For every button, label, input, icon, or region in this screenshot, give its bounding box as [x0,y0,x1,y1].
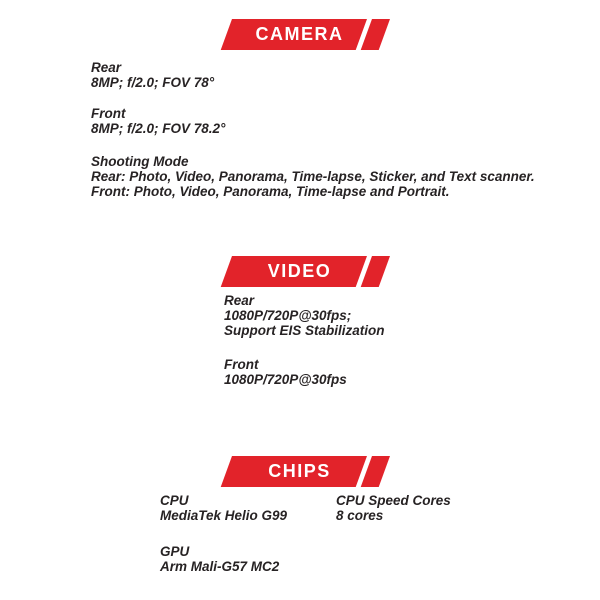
spec-value: 1080P/720P@30fps; [224,308,352,323]
spec-value: Rear: Photo, Video, Panorama, Time-lapse, Sticker, and Text scanner. [91,169,535,184]
spec-label: CPU [160,493,189,508]
video-section-banner [232,256,390,287]
video-section-title: VIDEO [267,261,332,281]
spec-value: Arm Mali-G57 MC2 [160,559,280,574]
spec-value: Front: Photo, Video, Panorama, Time-lapse and Portrait. [91,184,450,199]
chips-cpu-speed-cores-block [336,493,451,523]
spec-label: Rear [224,293,255,308]
spec-label: Rear [91,60,122,75]
spec-value: 8MP; f/2.0; FOV 78° [91,75,215,90]
spec-label: GPU [160,544,190,559]
spec-label: Front [91,106,126,121]
camera-front-spec-block [91,106,225,136]
camera-section-banner [232,19,390,50]
camera-shooting-mode-block [91,154,535,199]
spec-value: 8 cores [336,508,384,523]
chips-cpu-spec-block [160,493,287,523]
chips-section-banner [232,456,390,487]
camera-section-title: CAMERA [255,24,344,44]
spec-value: 1080P/720P@30fps [224,372,347,387]
spec-label: Shooting Mode [91,154,189,169]
video-front-spec-block [224,357,347,387]
spec-value: 8MP; f/2.0; FOV 78.2° [91,121,226,136]
spec-value: MediaTek Helio G99 [160,508,288,523]
spec-label: CPU Speed Cores [336,493,451,508]
spec-value: Support EIS Stabilization [224,323,385,338]
spec-label: Front [224,357,259,372]
video-rear-spec-block [224,293,385,338]
chips-section-title: CHIPS [268,461,331,481]
chips-gpu-spec-block [160,544,279,574]
camera-rear-spec-block [91,60,214,90]
